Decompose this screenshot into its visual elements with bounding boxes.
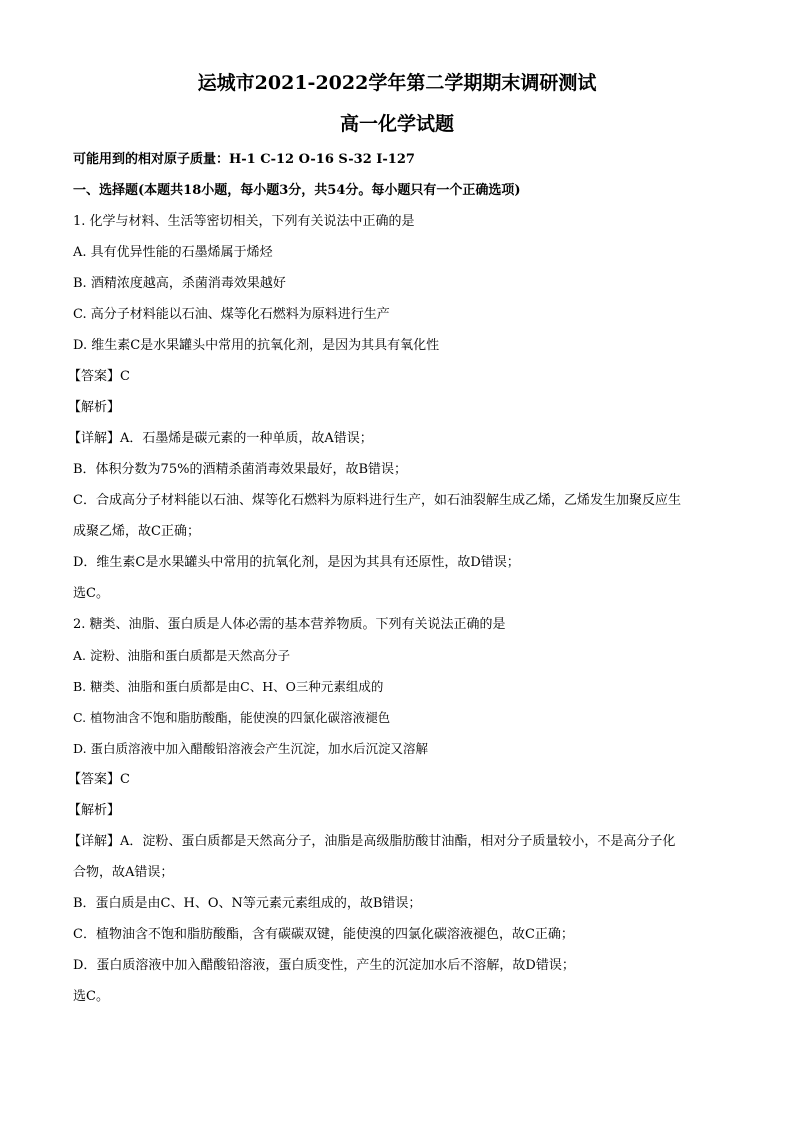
section-heading: 一、选择题(本题共18小题，每小题3分，共54分。每小题只有一个正确选项) bbox=[73, 183, 521, 198]
question-2-detail-4: C．植物油含不饱和脂肪酸酯，含有碳碳双键，能使溴的四氯化碳溶液褪色，故C正确； bbox=[73, 927, 574, 942]
question-2-detail-6: 选C。 bbox=[73, 989, 109, 1004]
question-1-option-c: C. 高分子材料能以石油、煤等化石燃料为原料进行生产 bbox=[73, 307, 390, 322]
question-1-option-d: D. 维生素C是水果罐头中常用的抗氧化剂，是因为其具有氧化性 bbox=[73, 338, 440, 353]
question-1-option-b: B. 酒精浓度越高，杀菌消毒效果越好 bbox=[73, 276, 286, 291]
question-2-option-d: D. 蛋白质溶液中加入醋酸铅溶液会产生沉淀，加水后沉淀又溶解 bbox=[73, 741, 429, 756]
question-1-answer: 【答案】C bbox=[68, 369, 130, 384]
page-title: 运城市2021-2022学年第二学期期末调研测试 bbox=[197, 72, 597, 94]
question-2-stem: 2. 糖类、油脂、蛋白质是人体必需的基本营养物质。下列有关说法正确的是 bbox=[73, 617, 506, 632]
question-2-option-c: C. 植物油含不饱和脂肪酸酯，能使溴的四氯化碳溶液褪色 bbox=[73, 710, 391, 725]
question-2-detail-3: B．蛋白质是由C、H、O、N等元素元素组成的，故B错误； bbox=[73, 896, 422, 911]
question-1-detail-5: D．维生素C是水果罐头中常用的抗氧化剂，是因为其具有还原性，故D错误； bbox=[73, 555, 520, 570]
question-1-detail-3: C．合成高分子材料能以石油、煤等化石燃料为原料进行生产，如石油裂解生成乙烯，乙烯发生加聚反应生 bbox=[73, 493, 681, 508]
question-2-answer: 【答案】C bbox=[68, 772, 130, 787]
question-2-detail-1: 【详解】A．淀粉、蛋白质都是天然高分子，油脂是高级脂肪酸甘油酯，相对分子质量较小，不是高分子化 bbox=[68, 834, 676, 849]
question-1-option-a: A. 具有优异性能的石墨烯属于烯烃 bbox=[73, 245, 273, 260]
question-1-detail-4: 成聚乙烯，故C正确； bbox=[73, 524, 200, 539]
question-1-detail-6: 选C。 bbox=[73, 586, 109, 601]
atomic-masses: 可能用到的相对原子质量：H-1 C-12 O-16 S-32 I-127 bbox=[73, 152, 415, 167]
question-2-option-a: A. 淀粉、油脂和蛋白质都是天然高分子 bbox=[73, 648, 290, 663]
question-2-detail-2: 合物，故A错误； bbox=[73, 865, 174, 880]
question-2-analysis-label: 【解析】 bbox=[68, 803, 121, 818]
page-subtitle: 高一化学试题 bbox=[339, 113, 454, 135]
question-1-analysis-label: 【解析】 bbox=[68, 400, 121, 415]
question-2-detail-5: D．蛋白质溶液中加入醋酸铅溶液，蛋白质变性，产生的沉淀加水后不溶解，故D错误； bbox=[73, 958, 575, 973]
question-1-stem: 1. 化学与材料、生活等密切相关，下列有关说法中正确的是 bbox=[73, 214, 415, 229]
question-2-option-b: B. 糖类、油脂和蛋白质都是由C、H、O三种元素组成的 bbox=[73, 679, 384, 694]
question-1-detail-1: 【详解】A．石墨烯是碳元素的一种单质，故A错误； bbox=[68, 431, 373, 446]
question-1-detail-2: B．体积分数为75%的酒精杀菌消毒效果最好，故B错误； bbox=[73, 462, 408, 477]
